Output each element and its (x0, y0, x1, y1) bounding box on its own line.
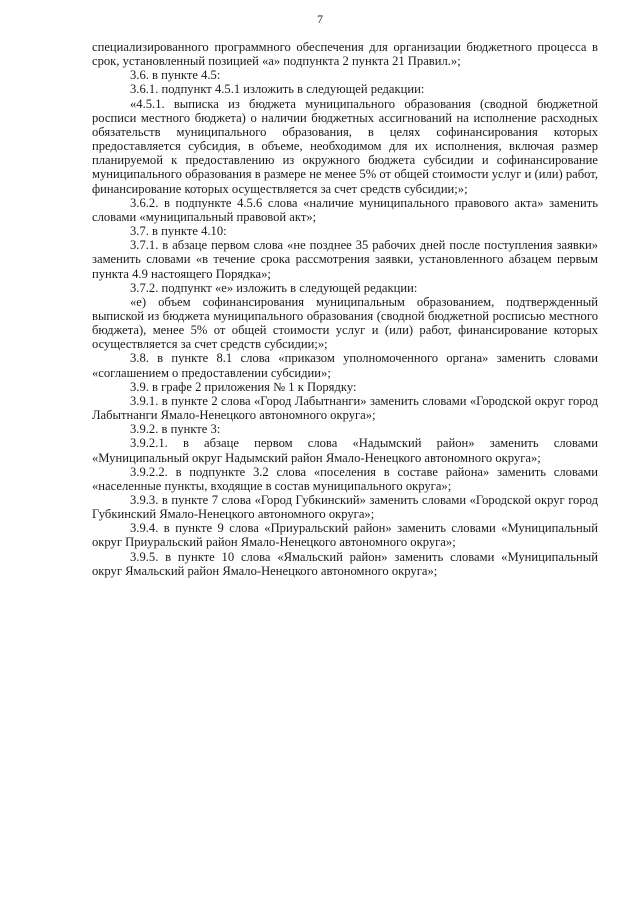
page-number: 7 (317, 12, 323, 26)
paragraph-3-9: 3.9. в графе 2 приложения № 1 к Порядку: (130, 379, 357, 394)
paragraph-3-9-2-1: 3.9.2.1. в абзаце первом слова «Надымский район» заменить словами «Муниципальный округ Надымский район Ямало-Ненецкого автономного округа»; (92, 436, 598, 465)
paragraph-3-7-2: 3.7.2. подпункт «е» изложить в следующей редакции: (130, 280, 418, 295)
paragraph-3-7: 3.7. в пункте 4.10: (130, 224, 227, 239)
paragraph-subitem-e-quote: «е) объем софинансирования муниципальным образованием, подтвержденный выпиской из бюджета муниципального образования (сводной бюджетной росписью местного бюджета), менее 5% от общей стоимости услуг и (или) работ, финансирование которых осуществляется за счет средств субсидии;»; (92, 294, 598, 352)
document-body (92, 40, 598, 578)
paragraph-3-9-4: 3.9.4. в пункте 9 слова «Приуральский район» заменить словами «Муниципальный округ Приуральский район Ямало-Ненецкого автономного округа»; (92, 521, 598, 550)
paragraph-3-6-2: 3.6.2. в подпункте 4.5.6 слова «наличие муниципального правового акта» заменить словами «муниципальный правовой акт»; (92, 195, 598, 224)
paragraph-3-9-5: 3.9.5. в пункте 10 слова «Ямальский район» заменить словами «Муниципальный округ Ямальский район Ямало-Ненецкого автономного округа»; (92, 549, 598, 578)
paragraph-3-9-3: 3.9.3. в пункте 7 слова «Город Губкинский» заменить словами «Городской округ город Губкинский Ямало-Ненецкого автономного округа»; (92, 493, 598, 522)
paragraph-3-6-1: 3.6.1. подпункт 4.5.1 изложить в следующей редакции: (130, 82, 425, 97)
paragraph-3-9-1: 3.9.1. в пункте 2 слова «Город Лабытнанги» заменить словами «Городской округ город Лабытнанги Ямало-Ненецкого автономного округа»; (92, 393, 598, 423)
paragraph-3-9-2: 3.9.2. в пункте 3: (130, 422, 221, 437)
paragraph-4-5-1-quote: «4.5.1. выписка из бюджета муниципального образования (сводной бюджетной росписи местного бюджета) о наличии бюджетных ассигнований на исполнение расходных обязательств муниципального образования, в целях софинансирования которых предоставляется субсидия, в объеме, необходимом для их исполнения, включая размер планируемой к предоставлению из окружного бюджета субсидии и софинансирование муниципального образования в размере не менее 5% от общей стоимости услуг и (или) работ, финансирование которых осуществляется за счет средств субсидии;»; (92, 96, 598, 196)
paragraph-3-9-2-2: 3.9.2.2. в подпункте 3.2 слова «поселения в составе района» заменить словами «населенные пункты, входящие в состав муниципального округа»; (92, 464, 598, 493)
paragraph-3-7-1: 3.7.1. в абзаце первом слова «не позднее 35 рабочих дней после поступления заявки» заменить словами «в течение срока рассмотрения заявки, установленного абзацем первым пункта 4.9 настоящего Порядка»; (92, 238, 598, 281)
paragraph-3-6: 3.6. в пункте 4.5: (130, 68, 221, 83)
paragraph-continuation: специализированного программного обеспечения для организации бюджетного процесса в срок, установленный позицией «а» подпункта 2 пункта 21 Правил.»; (92, 40, 598, 69)
paragraph-3-8: 3.8. в пункте 8.1 слова «приказом уполномоченного органа» заменить словами «соглашением о предоставлении субсидии»; (92, 351, 598, 380)
